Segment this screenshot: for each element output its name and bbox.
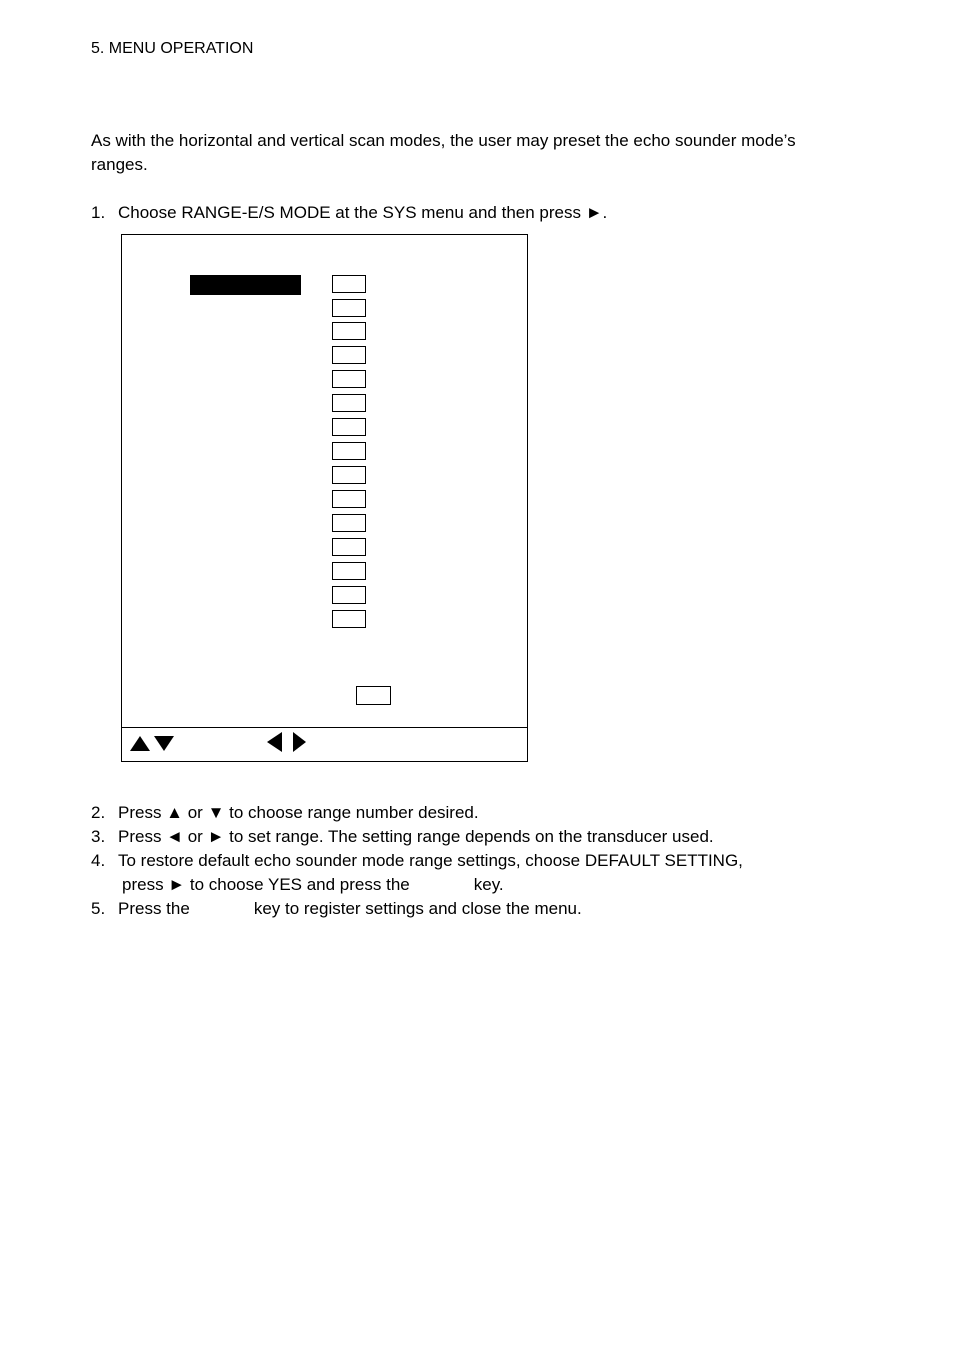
- step-3: [91, 825, 714, 849]
- range-4-box: [332, 346, 366, 364]
- range-es-mode-menu-figure: [121, 234, 528, 762]
- step-number: 4.: [91, 851, 106, 870]
- range-9-box: [332, 466, 366, 484]
- range-3-box: [332, 322, 366, 340]
- range-8-box: [332, 442, 366, 460]
- intro-paragraph: As with the horizontal and vertical scan modes, the user may preset the echo sounder mode’s ranges.: [91, 131, 796, 174]
- step-4: [91, 849, 743, 873]
- section-header: 5. MENU OPERATION: [91, 40, 254, 57]
- step-text: key to register settings and close the menu.: [253, 899, 582, 918]
- range-5-box: [332, 370, 366, 388]
- default-setting-box: [356, 686, 391, 705]
- step-number: 2.: [91, 803, 106, 822]
- step-number: 5.: [91, 899, 106, 918]
- range-1-box: [332, 275, 366, 293]
- step-text: Press ▲ or ▼ to choose range number desired.: [118, 803, 479, 822]
- step-text: To restore default echo sounder mode range settings, choose DEFAULT SETTING,: [118, 851, 743, 870]
- step-5: [91, 897, 582, 921]
- step-text: Press ◄ or ► to set range. The setting range depends on the transducer used.: [118, 827, 714, 846]
- range-12-box: [332, 538, 366, 556]
- step-text: Press the: [118, 899, 190, 918]
- key-guide-bar: [122, 727, 527, 762]
- range-7-box: [332, 418, 366, 436]
- step-text: key.: [473, 875, 504, 894]
- step-number: 3.: [91, 827, 106, 846]
- step-text: press ► to choose YES and press the: [122, 875, 410, 894]
- right-arrow-icon: [293, 732, 306, 752]
- left-arrow-icon: [267, 732, 282, 752]
- range-10-box: [332, 490, 366, 508]
- up-arrow-icon: [130, 736, 150, 751]
- range-11-box: [332, 514, 366, 532]
- step-4-continuation: [122, 873, 504, 897]
- range-6-box: [332, 394, 366, 412]
- step-number: 1.: [91, 203, 106, 222]
- range-14-box: [332, 586, 366, 604]
- menu-title-highlight: [190, 275, 301, 295]
- step-1: [91, 201, 607, 225]
- down-arrow-icon: [154, 736, 174, 751]
- range-2-box: [332, 299, 366, 317]
- step-2: [91, 801, 479, 825]
- range-13-box: [332, 562, 366, 580]
- step-text: Choose RANGE-E/S MODE at the SYS menu and then press ►.: [118, 203, 608, 222]
- range-15-box: [332, 610, 366, 628]
